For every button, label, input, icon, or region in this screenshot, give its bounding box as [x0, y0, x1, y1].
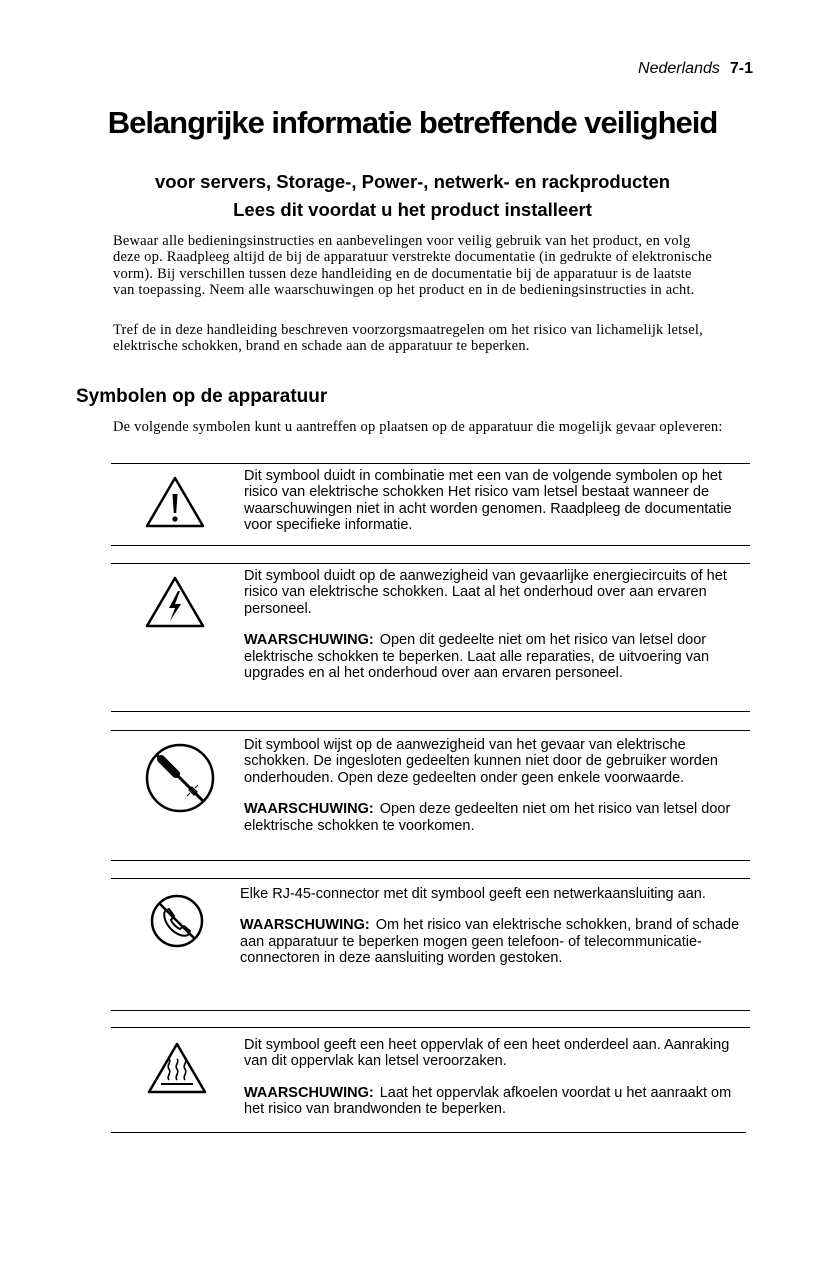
- symbol-description: [244, 1037, 754, 1118]
- symbol-row: [111, 731, 750, 859]
- symbol-description: [244, 468, 754, 534]
- header-language: Nederlands: [638, 60, 720, 77]
- symbol-row: [111, 1028, 750, 1132]
- warning-paragraph: [244, 801, 754, 834]
- symbol-description: [244, 568, 754, 681]
- divider: [111, 860, 750, 861]
- intro-paragraph-1: Bewaar alle bedieningsinstructies en aanbevelingen voor veilig gebruik van het product, en volg deze op. Raadpleeg altijd de bij de apparatuur verstrekte documentatie (in gedrukte of elektronische vorm). Bij verschillen tussen deze handleiding en de documentatie bij de apparatuur is de laatste van toepassing. Neem alle waarschuwingen op het product en in de bedieningsinstructies in acht.: [113, 233, 712, 298]
- warning-text: Open deze gedeelten niet om het risico van letsel door elektrische schokken te voorkomen.: [244, 801, 731, 834]
- warning-text: Open dit gedeelte niet om het risico van letsel door elektrische schokken te beperken. Laat alle reparaties, de uitvoering van upgrades en al het onderhoud over aan ervaren personeel.: [244, 632, 710, 682]
- divider: [111, 1132, 746, 1133]
- symbols-intro: De volgende symbolen kunt u aantreffen op plaatsen op de apparatuur die mogelijk gevaar opleveren:: [113, 419, 723, 435]
- warning-label: WAARSCHUWING:: [244, 1084, 374, 1101]
- hot-surface-icon: [145, 1040, 209, 1096]
- running-header: [638, 60, 753, 78]
- warning-paragraph: [244, 1085, 754, 1118]
- high-voltage-triangle-icon: [143, 574, 207, 630]
- intro-paragraph-2: Tref de in deze handleiding beschreven voorzorgsmaatregelen om het risico van lichamelijk letsel, elektrische schokken, brand en schade aan de apparatuur te beperken.: [113, 322, 703, 355]
- symbol-description: [240, 886, 750, 967]
- symbol-text: Dit symbool duidt in combinatie met een van de volgende symbolen op het risico van elektrische schokken Het risico vam letsel bestaat wanneer de waarschuwingen niet in acht worden genomen. Raadpleeg de documentatie voor specifieke informatie.: [244, 468, 732, 534]
- page-title: Belangrijke informatie betreffende veiligheid: [107, 105, 718, 140]
- subtitle-products: voor servers, Storage-, Power-, netwerk- en rackproducten: [154, 171, 671, 192]
- no-telephone-connector-icon: [149, 893, 205, 949]
- subtitle-read-before: Lees dit voordat u het product installeert: [233, 199, 592, 220]
- warning-label: WAARSCHUWING:: [244, 632, 374, 649]
- warning-label: WAARSCHUWING:: [240, 917, 370, 934]
- symbol-text: Elke RJ-45-connector met dit symbool geeft een netwerkaansluiting aan.: [240, 886, 706, 902]
- symbol-row: [111, 879, 750, 1009]
- warning-label: WAARSCHUWING:: [244, 801, 374, 818]
- warning-text: Laat het oppervlak afkoelen voordat u het aanraakt om het risico van brandwonden te beperken.: [244, 1084, 732, 1118]
- symbol-description: [244, 737, 754, 834]
- symbol-row: [111, 564, 750, 710]
- warning-paragraph: [240, 917, 750, 966]
- page-number: 7-1: [729, 60, 753, 77]
- symbol-text: Dit symbool duidt op de aanwezigheid van gevaarlijke energiecircuits of het risico van elektrische schokken. Laat al het onderhoud over aan ervaren personeel.: [244, 568, 727, 617]
- warning-paragraph: [244, 632, 754, 681]
- warning-text: Om het risico van elektrische schokken, brand of schade aan apparatuur te beperken mogen geen telefoon- of telecommunicatie-connectoren in deze aansluiting worden gestoken.: [240, 917, 740, 967]
- symbol-text: Dit symbool geeft een heet oppervlak of een heet onderdeel aan. Aanraking van dit oppervlak kan letsel veroorzaken.: [244, 1037, 730, 1070]
- divider: [111, 545, 750, 546]
- exclamation-triangle-icon: [143, 474, 207, 530]
- divider: [111, 1010, 750, 1011]
- symbols-heading: Symbolen op de apparatuur: [76, 386, 328, 407]
- divider: [111, 711, 750, 712]
- symbol-row: [111, 464, 750, 544]
- no-user-service-icon: [143, 741, 217, 815]
- symbol-text: Dit symbool wijst op de aanwezigheid van het gevaar van elektrische schokken. De ingesloten gedeelten kunnen niet door de gebruiker worden onderhouden. Open deze gedeelten onder geen enkele voorwaarde.: [244, 737, 718, 786]
